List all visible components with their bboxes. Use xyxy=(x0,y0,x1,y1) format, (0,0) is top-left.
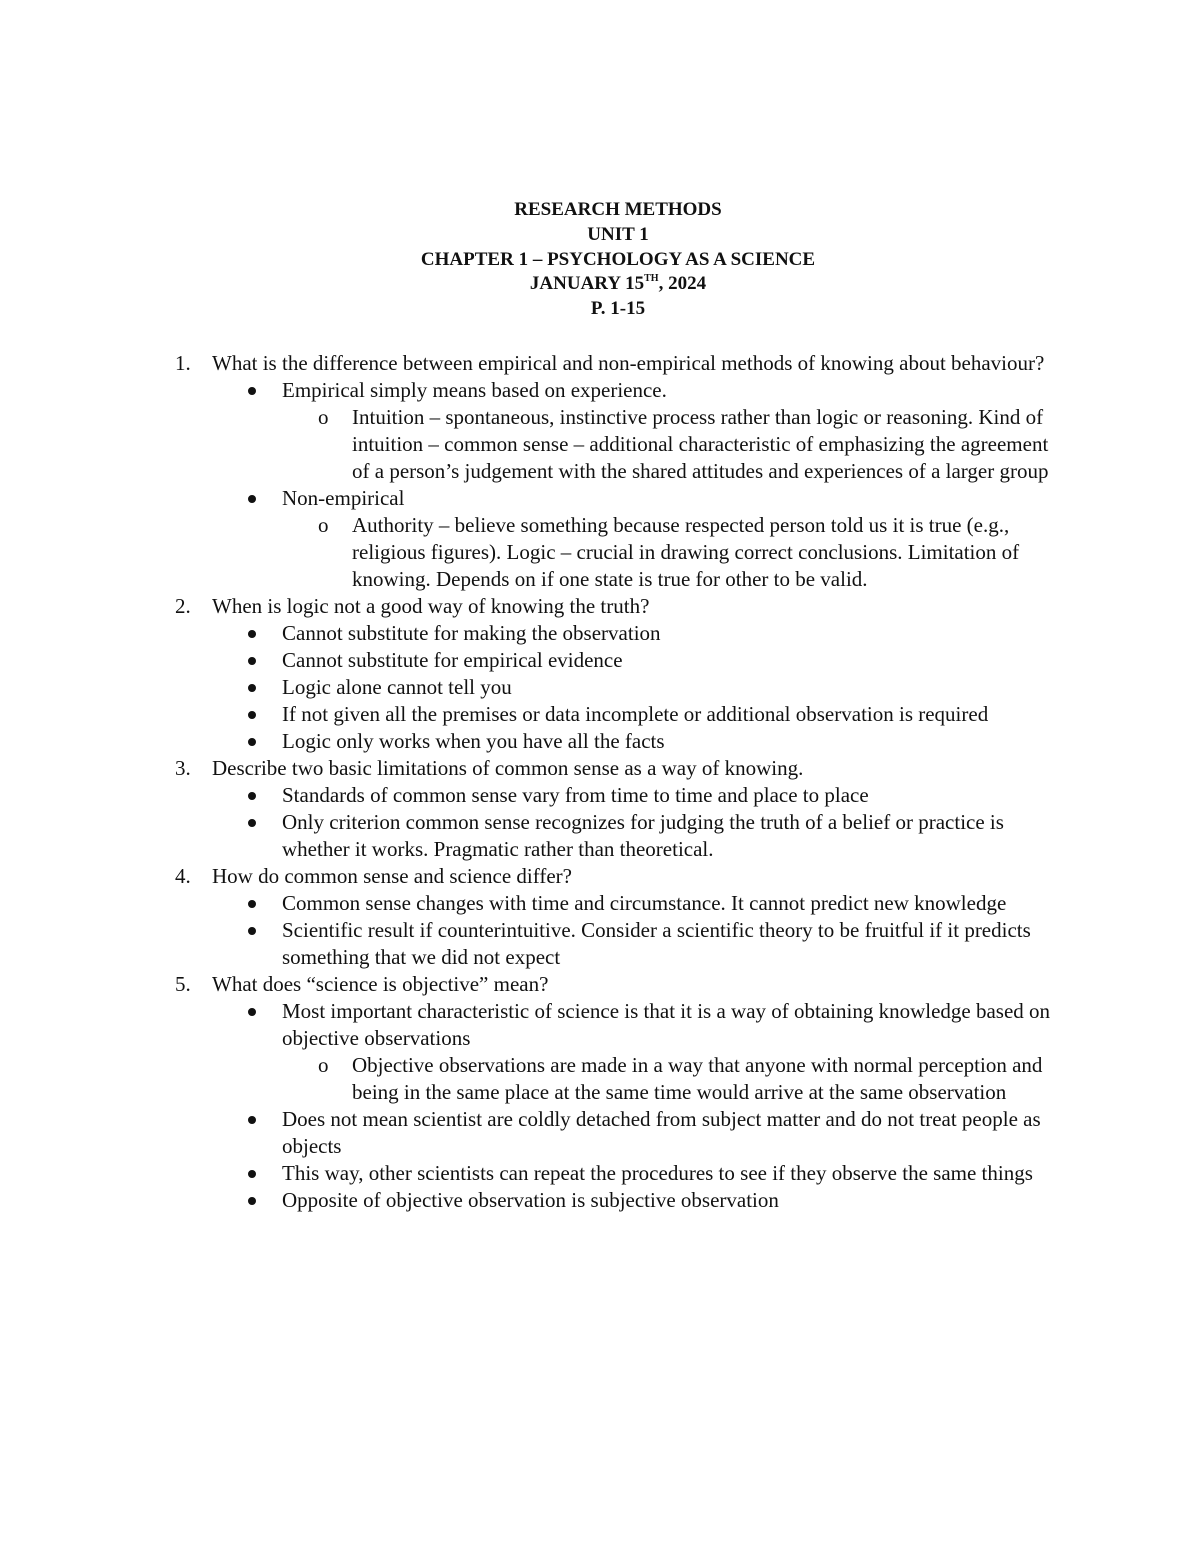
bullet-icon xyxy=(248,684,256,692)
question-3 xyxy=(0,755,1200,782)
bullet-icon xyxy=(248,657,256,665)
bullet-item xyxy=(0,377,1200,404)
sub-bullet-item xyxy=(0,404,1200,485)
course-title: RESEARCH METHODS xyxy=(514,199,722,220)
bullet-item xyxy=(0,1187,1200,1214)
question-2 xyxy=(0,593,1200,620)
chapter-title: CHAPTER 1 – PSYCHOLOGY AS A SCIENCE xyxy=(420,248,816,270)
question-number: 2. xyxy=(175,594,191,618)
question-5 xyxy=(0,971,1200,998)
bullet-item xyxy=(0,782,1200,809)
bullet-text: This way, other scientists can repeat the procedures to see if they observe the same things xyxy=(282,1161,1033,1185)
bullet-icon xyxy=(248,495,256,503)
sub-bullet-icon: o xyxy=(318,405,329,429)
bullet-icon xyxy=(248,900,256,908)
unit-title: UNIT 1 xyxy=(587,223,649,245)
question-number: 4. xyxy=(175,864,191,888)
bullet-text: Cannot substitute for making the observation xyxy=(282,621,661,645)
question-number: 5. xyxy=(175,972,191,996)
bullet-text: Only criterion common sense recognizes for judging the truth of a belief or practice is whether it works. Pragmatic rather than theoretical. xyxy=(282,810,1004,861)
sub-bullet-item xyxy=(0,1052,1200,1106)
bullet-text: Most important characteristic of science is that it is a way of obtaining knowledge based on objective observations xyxy=(282,999,1051,1050)
bullet-icon xyxy=(248,792,256,800)
bullet-item xyxy=(0,1106,1200,1160)
date-year: , 2024 xyxy=(658,273,707,295)
date-ordinal: TH xyxy=(644,273,659,285)
bullet-item xyxy=(0,998,1200,1052)
bullet-item xyxy=(0,1160,1200,1187)
question-text: What does “science is objective” mean? xyxy=(212,972,549,996)
bullet-text: Scientific result if counterintuitive. Consider a scientific theory to be fruitful if it predicts something that we did not expect xyxy=(282,918,1031,969)
bullet-item xyxy=(0,728,1200,755)
sub-bullet-text: Authority – believe something because respected person told us it is true (e.g., religious figures). Logic – crucial in drawing correct conclusions. Limitation of knowing. Depends on if one state is true for other to be valid. xyxy=(352,513,1020,591)
question-number: 1. xyxy=(175,351,191,375)
bullet-icon xyxy=(248,630,256,638)
bullet-item xyxy=(0,917,1200,971)
bullet-text: Standards of common sense vary from time to time and place to place xyxy=(282,783,869,807)
bullet-icon xyxy=(248,1197,256,1205)
sub-bullet-text: Intuition – spontaneous, instinctive process rather than logic or reasoning. Kind of intuition – common sense – additional characteristic of emphasizing the agreement of a person’s judgement with the shared attitudes and experiences of a larger group xyxy=(352,405,1049,483)
bullet-text: Empirical simply means based on experience. xyxy=(282,378,667,402)
bullet-icon xyxy=(248,738,256,746)
page-range: P. 1-15 xyxy=(590,298,646,320)
question-text: What is the difference between empirical and non-empirical methods of knowing about behaviour? xyxy=(212,351,1045,375)
bullet-text: Logic alone cannot tell you xyxy=(282,675,512,699)
bullet-icon xyxy=(248,1008,256,1016)
bullet-text: Does not mean scientist are coldly detached from subject matter and do not treat people as objects xyxy=(282,1107,1041,1158)
bullet-item xyxy=(0,674,1200,701)
document-header xyxy=(0,198,1200,322)
bullet-text: Common sense changes with time and circumstance. It cannot predict new knowledge xyxy=(282,891,1007,915)
sub-bullet-item xyxy=(0,512,1200,593)
question-number: 3. xyxy=(175,756,191,780)
sub-bullet-text: Objective observations are made in a way that anyone with normal perception and being in the same place at the same time would arrive at the same observation xyxy=(352,1053,1043,1104)
bullet-item xyxy=(0,647,1200,674)
bullet-item xyxy=(0,701,1200,728)
date-main: JANUARY 15 xyxy=(529,273,645,295)
bullet-icon xyxy=(248,927,256,935)
question-4 xyxy=(0,863,1200,890)
bullet-item xyxy=(0,485,1200,512)
bullet-text: Opposite of objective observation is subjective observation xyxy=(282,1188,779,1212)
question-text: When is logic not a good way of knowing the truth? xyxy=(212,594,650,618)
sub-bullet-icon: o xyxy=(318,1053,329,1077)
bullet-text: Non-empirical xyxy=(282,486,405,510)
bullet-item xyxy=(0,620,1200,647)
bullet-icon xyxy=(248,387,256,395)
question-text: How do common sense and science differ? xyxy=(212,864,572,888)
bullet-text: Logic only works when you have all the facts xyxy=(282,729,665,753)
bullet-icon xyxy=(248,1116,256,1124)
notes-body xyxy=(0,350,1200,1214)
bullet-icon xyxy=(248,819,256,827)
bullet-icon xyxy=(248,711,256,719)
date-line xyxy=(0,272,1200,297)
bullet-item xyxy=(0,890,1200,917)
sub-bullet-icon: o xyxy=(318,513,329,537)
question-text: Describe two basic limitations of common sense as a way of knowing. xyxy=(212,756,804,780)
question-1 xyxy=(0,350,1200,377)
bullet-text: Cannot substitute for empirical evidence xyxy=(282,648,623,672)
bullet-item xyxy=(0,809,1200,863)
bullet-text: If not given all the premises or data incomplete or additional observation is required xyxy=(282,702,989,726)
bullet-icon xyxy=(248,1170,256,1178)
